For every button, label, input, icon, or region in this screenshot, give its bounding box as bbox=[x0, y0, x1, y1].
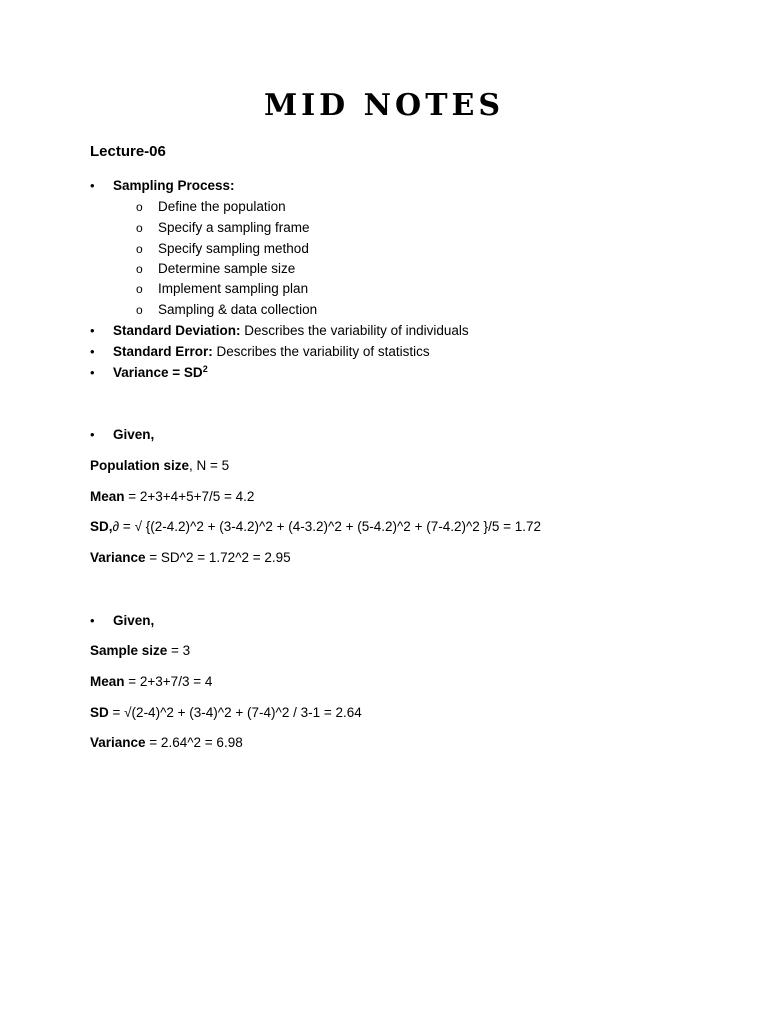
sampling-step: Specify a sampling frame bbox=[158, 220, 310, 235]
bullet-icon: • bbox=[90, 344, 95, 359]
definition-standard-error: Standard Error: Describes the variability of statistics bbox=[113, 344, 430, 359]
example1-sd: SD,∂ = √ {(2-4.2)^2 + (3-4.2)^2 + (4-3.2)^2 + (5-4.2)^2 + (7-4.2)^2 }/5 = 1.72 bbox=[90, 519, 541, 534]
example2-sample-size: Sample size = 3 bbox=[90, 643, 191, 658]
sampling-step: Determine sample size bbox=[158, 261, 296, 276]
circle-bullet-icon: o bbox=[136, 282, 143, 296]
page-title: MID NOTES bbox=[263, 88, 505, 123]
example1-given: Given, bbox=[113, 427, 155, 442]
sampling-heading: Sampling Process: bbox=[113, 178, 235, 193]
lecture-heading: Lecture-06 bbox=[90, 143, 166, 160]
sampling-step: Define the population bbox=[158, 199, 286, 214]
definition-variance: Variance = $SD^2$ bbox=[113, 364, 208, 380]
circle-bullet-icon: o bbox=[136, 200, 143, 214]
example1-variance: Variance = SD^2 = 1.72^2 = 2.95 bbox=[90, 550, 291, 565]
definition-standard-deviation: Standard Deviation: Describes the variability of individuals bbox=[113, 323, 469, 338]
bullet-icon: • bbox=[90, 427, 95, 442]
circle-bullet-icon: o bbox=[136, 303, 143, 317]
sampling-step: Implement sampling plan bbox=[158, 281, 309, 296]
bullet-icon: • bbox=[90, 613, 95, 628]
example2-sd: SD = √(2-4)^2 + (3-4)^2 + (7-4)^2 / 3-1 = 2.64 bbox=[90, 705, 362, 720]
example2-mean: Mean = 2+3+7/3 = 4 bbox=[90, 674, 213, 689]
circle-bullet-icon: o bbox=[136, 221, 143, 235]
circle-bullet-icon: o bbox=[136, 262, 143, 276]
circle-bullet-icon: o bbox=[136, 242, 143, 256]
example2-given: Given, bbox=[113, 613, 155, 628]
sampling-step: Sampling & data collection bbox=[158, 302, 318, 317]
bullet-icon: • bbox=[90, 365, 95, 380]
sampling-step: Specify sampling method bbox=[158, 241, 309, 256]
example1-population-size: Population size, N = 5 bbox=[90, 458, 230, 473]
bullet-icon: • bbox=[90, 323, 95, 338]
bullet-icon: • bbox=[90, 178, 95, 193]
example1-mean: Mean = 2+3+4+5+7/5 = 4.2 bbox=[90, 489, 255, 504]
example2-variance: Variance = 2.64^2 = 6.98 bbox=[90, 735, 243, 750]
